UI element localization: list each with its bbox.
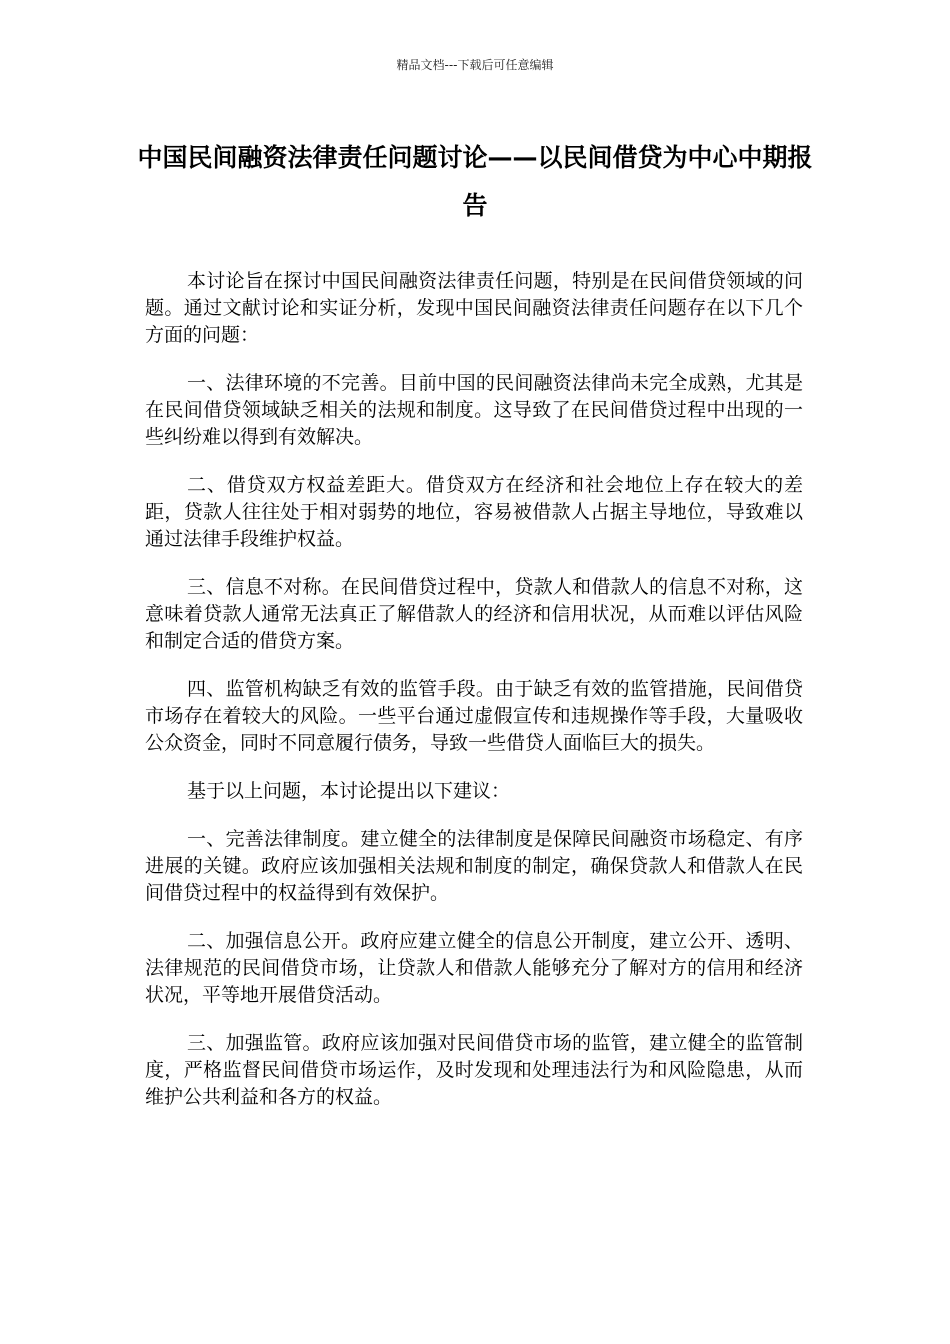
paragraph-suggestion-1: 一、完善法律制度。建立健全的法律制度是保障民间融资市场稳定、有序进展的关键。政府应该加强相关法规和制度的制定，确保贷款人和借款人在民间借贷过程中的权益得到有效保护。 — [145, 828, 803, 904]
paragraph-issue-4: 四、监管机构缺乏有效的监管手段。由于缺乏有效的监管措施，民间借贷市场存在着较大的风险。一些平台通过虚假宣传和违规操作等手段，大量吸收公众资金，同时不同意履行债务，导致一些借贷人面临巨大的损失。 — [145, 678, 803, 754]
page-header: 精品文档---下载后可任意编辑 — [396, 58, 554, 72]
paragraph-intro: 本讨论旨在探讨中国民间融资法律责任问题，特别是在民间借贷领域的问题。通过文献讨论和实证分析，发现中国民间融资法律责任问题存在以下几个方面的问题： — [145, 270, 803, 346]
paragraph-issue-2: 二、借贷双方权益差距大。借贷双方在经济和社会地位上存在较大的差距，贷款人往往处于相对弱势的地位，容易被借款人占据主导地位，导致难以通过法律手段维护权益。 — [145, 474, 803, 550]
paragraph-issue-1: 一、法律环境的不完善。目前中国的民间融资法律尚未完全成熟，尤其是在民间借贷领域缺乏相关的法规和制度。这导致了在民间借贷过程中出现的一些纠纷难以得到有效解决。 — [145, 372, 803, 448]
document-body — [145, 268, 803, 1132]
document-title: 中国民间融资法律责任问题讨论——以民间借贷为中心中期报告 — [137, 143, 813, 220]
paragraph-suggestion-2: 二、加强信息公开。政府应建立健全的信息公开制度，建立公开、透明、法律规范的民间借贷市场，让贷款人和借款人能够充分了解对方的信用和经济状况，平等地开展借贷活动。 — [145, 930, 803, 1006]
paragraph-suggestion-3: 三、加强监管。政府应该加强对民间借贷市场的监管，建立健全的监管制度，严格监督民间借贷市场运作，及时发现和处理违法行为和风险隐患，从而维护公共利益和各方的权益。 — [145, 1032, 803, 1108]
paragraph-issue-3: 三、信息不对称。在民间借贷过程中，贷款人和借款人的信息不对称，这意味着贷款人通常无法真正了解借款人的经济和信用状况，从而难以评估风险和制定合适的借贷方案。 — [145, 576, 803, 652]
paragraph-suggestions-intro: 基于以上问题，本讨论提出以下建议： — [187, 780, 511, 802]
